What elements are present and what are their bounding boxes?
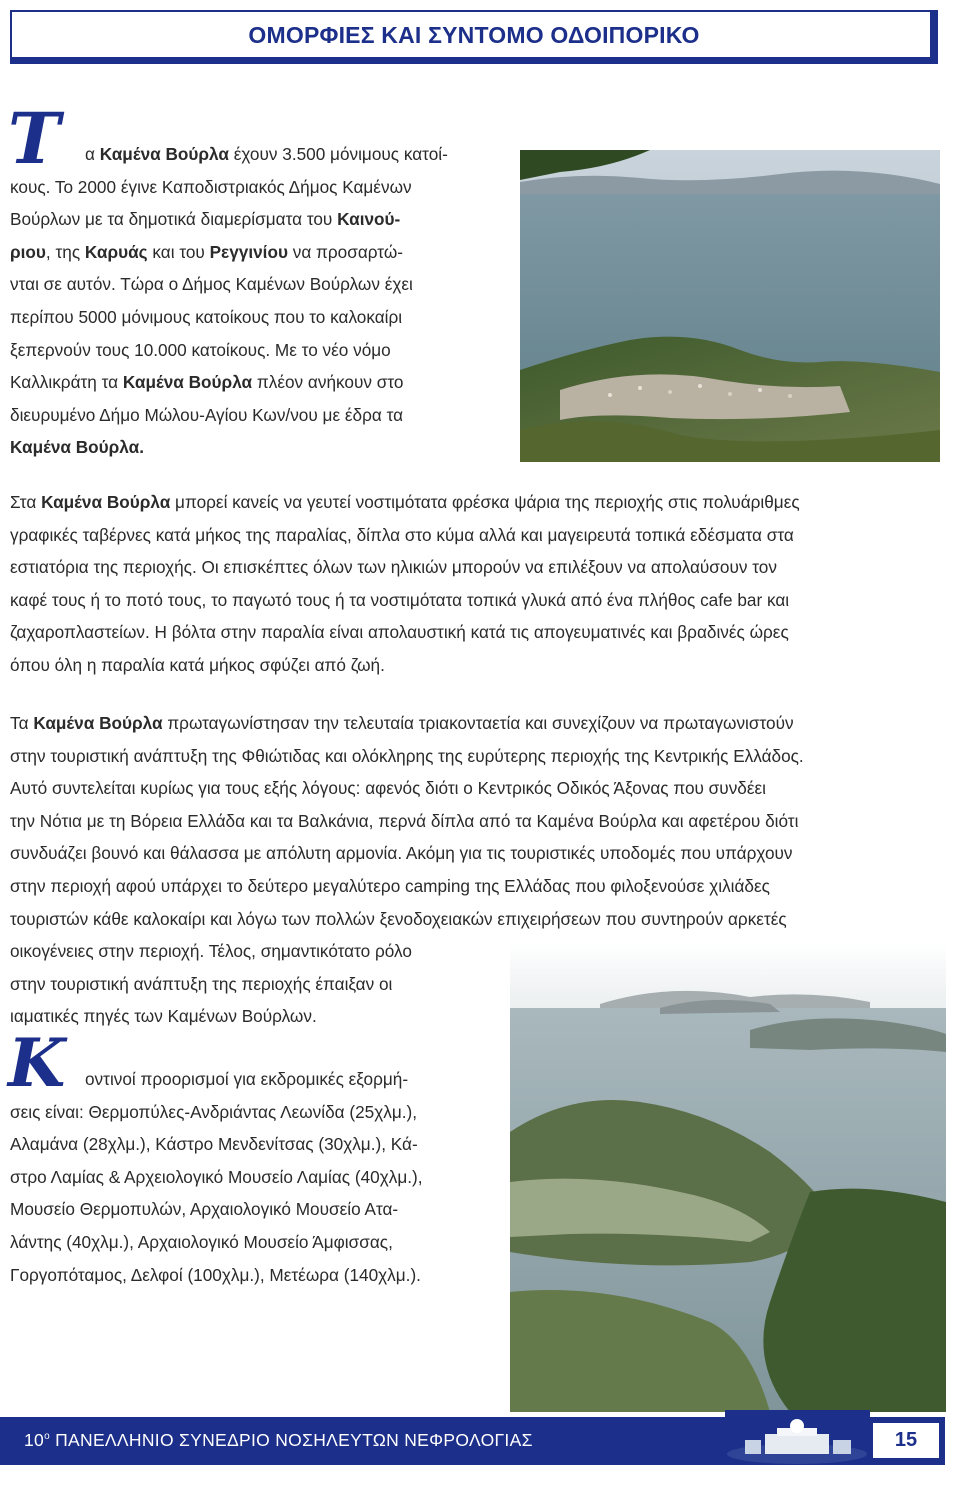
intro-line: κους. Το 2000 έγινε Καποδιστριακός Δήμος Καμένων [10,176,412,197]
food-line: εστιατόρια της περιοχής. Οι επισκέπτες όλων των ηλικιών μπορούν να επιλέξουν να απολαύσουν τον [10,557,777,578]
excursions-paragraph [10,1063,500,1291]
seascape-photo [510,942,946,1412]
intro-line: ριου, της Καρυάς και του Ρεγγινίου να προσαρτώ- [10,241,403,262]
intro-line: ξεπερνούν τους 10.000 κατοίκους. Με το νέο νόμο [10,339,391,360]
tourism-line: Τα Καμένα Βούρλα πρωταγωνίστησαν την τελευταία τριακονταετία και συνεχίζουν να πρωταγωνιστούν [10,713,794,733]
food-line: ζαχαροπλαστείων. Η βόλτα στην παραλία είναι απολαυστική κατά τις απογευματινές και βραδινές ώρες [10,622,789,643]
food-line: όπου όλη η παραλία κατά μήκος σφύζει από ζωή. [10,654,385,675]
food-line: γραφικές ταβέρνες κατά μήκος της παραλίας, δίπλα στο κύμα αλλά και μαγειρευτά τοπικά εδέσματα στα [10,524,794,545]
drop-cap-t: Τ [8,97,61,180]
tourism-line: τουριστών κάθε καλοκαίρι και λόγω των πολλών ξενοδοχειακών επιχειρήσεων που συντηρούν αρκετές [10,908,787,929]
excursion-line: στρο Λαμίας & Αρχειολογικό Μουσείο Λαμίας (40χλμ.), [10,1166,423,1187]
excursion-line: λάντης (40χλμ.), Αρχαιολογικό Μουσείο Άμφισσας, [10,1231,393,1252]
intro-line: διευρυμένο Δήμο Μώλου-Αγίου Κων/νου με έδρα τα [10,404,404,425]
food-line: Στα Καμένα Βούρλα μπορεί κανείς να γευτεί νοστιμότατα φρέσκα ψάρια της περιοχής στις πολυάριθμες [10,492,800,512]
bay-photo [520,150,940,462]
tourism-line: στην τουριστική ανάπτυξη της Φθιώτιδας και ολόκληρης της ευρύτερης περιοχής της Κεντρικής Ελλάδος. [10,745,804,766]
excursion-line: Αλαμάνα (28χλμ.), Κάστρο Μενδενίτσας (30χλμ.), Κά- [10,1134,418,1155]
excursion-line: Μουσείο Θερμοπυλών, Αρχαιολογικό Μουσείο Ατα- [10,1199,399,1220]
food-line: καφέ τους ή το ποτό τους, το παγωτό τους ή τα νοστιμότατα τοπικά γλυκά από ένα πλήθος cafe bar και [10,589,790,610]
tourism-line: στην περιοχή αφού υπάρχει το δεύτερο μεγαλύτερο camping της Ελλάδας που φιλοξενούσε χιλιάδες [10,875,770,896]
intro-line: Βούρλων με τα δημοτικά διαμερίσματα του Καινού- [10,209,401,230]
intro-line: α Καμένα Βούρλα έχουν 3.500 μόνιμους κατοί- [85,144,448,164]
tourism-line: στην τουριστική ανάπτυξη της περιοχής έπαιξαν οι [10,973,393,994]
excursion-line: Γοργοπόταμος, Δελφοί (100χλμ.), Μετέωρα (140χλμ.). [10,1264,421,1285]
intro-paragraph [10,138,510,464]
intro-line: Καμένα Βούρλα. [10,437,144,458]
tourism-line: συνδυάζει βουνό και θάλασσα με απόλυτη αρμονία. Ακόμη για τις τουριστικές υποδομές που υπάρχουν [10,843,793,864]
seascape-photo-graphic [510,942,946,1412]
tourism-line: Αυτό συντελείται κυρίως για τους εξής λόγους: αφενός διότι ο Κεντρικός Οδικός Άξονας που συνδέει [10,778,766,799]
food-paragraph [10,486,945,682]
conference-title: $10^o$ ΠΑΝΕΛΛΗΝΙΟ ΣΥΝΕΔΡΙΟ ΝΟΣΗΛΕΥΤΩΝ ΝΕΦΡΟΛΟΓΙΑΣ [24,1430,533,1450]
excursion-line: οντινοί προορισμοί για εκδρομικές εξορμή- [85,1069,409,1089]
excursion-line: σεις είναι: Θερμοπύλες-Ανδριάντας Λεωνίδα (25χλμ.), [10,1101,417,1122]
footer-emblem-graphic [725,1410,870,1465]
bay-photo-graphic [520,150,940,462]
intro-line: Καλλικράτη τα Καμένα Βούρλα πλέον ανήκουν στο [10,372,404,393]
page-title: ΟΜΟΡΦΙΕΣ ΚΑΙ ΣΥΝΤΟΜΟ ΟΔΟΙΠΟΡΙΚΟ [248,22,700,48]
page-number: 15 [873,1423,939,1458]
intro-line: νται σε αυτόν. Τώρα ο Δήμος Καμένων Βούρλων έχει [10,274,413,295]
footer-emblem-photo [725,1410,870,1465]
tourism-line: την Νότια με τη Βόρεια Ελλάδα και τα Βαλκάνια, περνά δίπλα από τα Καμένα Βούρλα και αφετέρου διότι [10,810,799,831]
intro-line: περίπου 5000 μόνιμους κατοίκους που το καλοκαίρι [10,306,403,327]
tourism-line: ιαματικές πηγές των Καμένων Βούρλων. [10,1006,317,1027]
tourism-line: οικογένειες στην περιοχή. Τέλος, σημαντικότατο ρόλο [10,941,412,962]
drop-cap-k: Κ [8,1024,66,1102]
